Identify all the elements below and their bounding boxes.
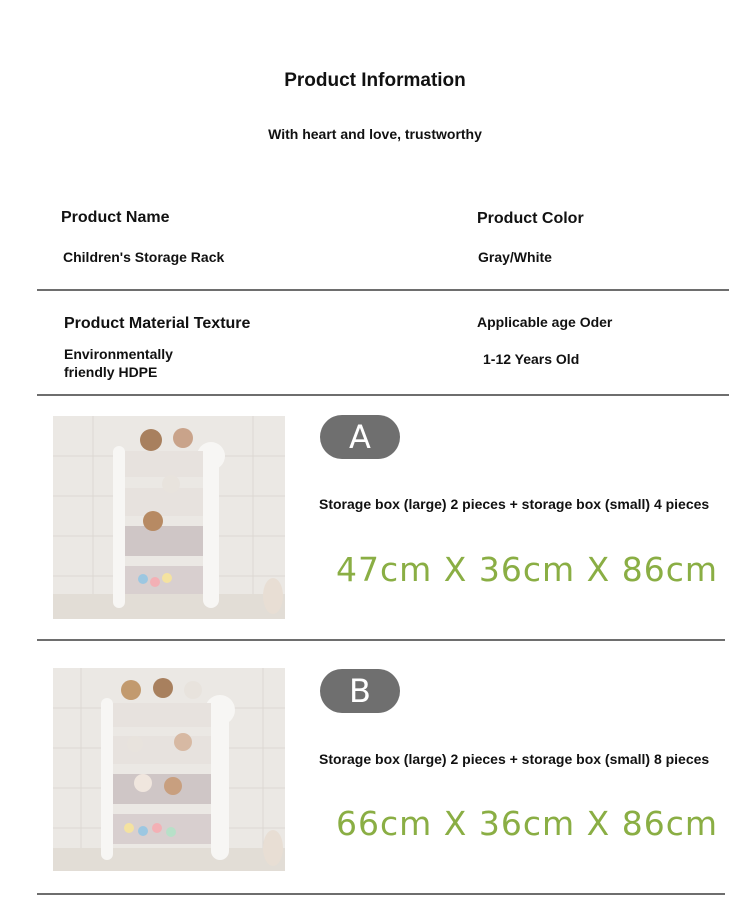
page-title: Product Information <box>284 70 466 91</box>
variant-dimensions-a: 47cm X 36cm X 86cm <box>336 550 719 589</box>
variant-description-a: Storage box (large) 2 pieces + storage box (small) 4 pieces <box>319 496 710 512</box>
product-color-value: Gray/White <box>478 249 552 265</box>
divider <box>37 289 729 291</box>
material-label: Product Material Texture <box>64 315 251 332</box>
product-name-label: Product Name <box>61 209 170 226</box>
page-subtitle: With heart and love, trustworthy <box>268 126 482 142</box>
material-value-line-2: friendly HDPE <box>64 364 158 380</box>
material-value-line-1: Environmentally <box>64 346 173 362</box>
variant-badge-a: A <box>320 415 400 459</box>
variant-description-b: Storage box (large) 2 pieces + storage box (small) 8 pieces <box>319 751 710 767</box>
divider <box>37 394 729 396</box>
product-color-label: Product Color <box>477 210 584 227</box>
material-value <box>64 345 173 381</box>
variant-badge-b: B <box>320 669 400 713</box>
age-value: 1-12 Years Old <box>483 351 580 367</box>
product-photo-b <box>53 668 285 871</box>
divider <box>37 639 725 641</box>
variant-dimensions-b: 66cm X 36cm X 86cm <box>336 804 719 843</box>
storage-rack-photo-b <box>53 668 285 871</box>
divider <box>37 893 725 895</box>
age-label: Applicable age Oder <box>477 314 613 330</box>
storage-rack-photo-a <box>53 416 285 619</box>
product-photo-a <box>53 416 285 619</box>
product-name-value: Children's Storage Rack <box>63 249 225 265</box>
